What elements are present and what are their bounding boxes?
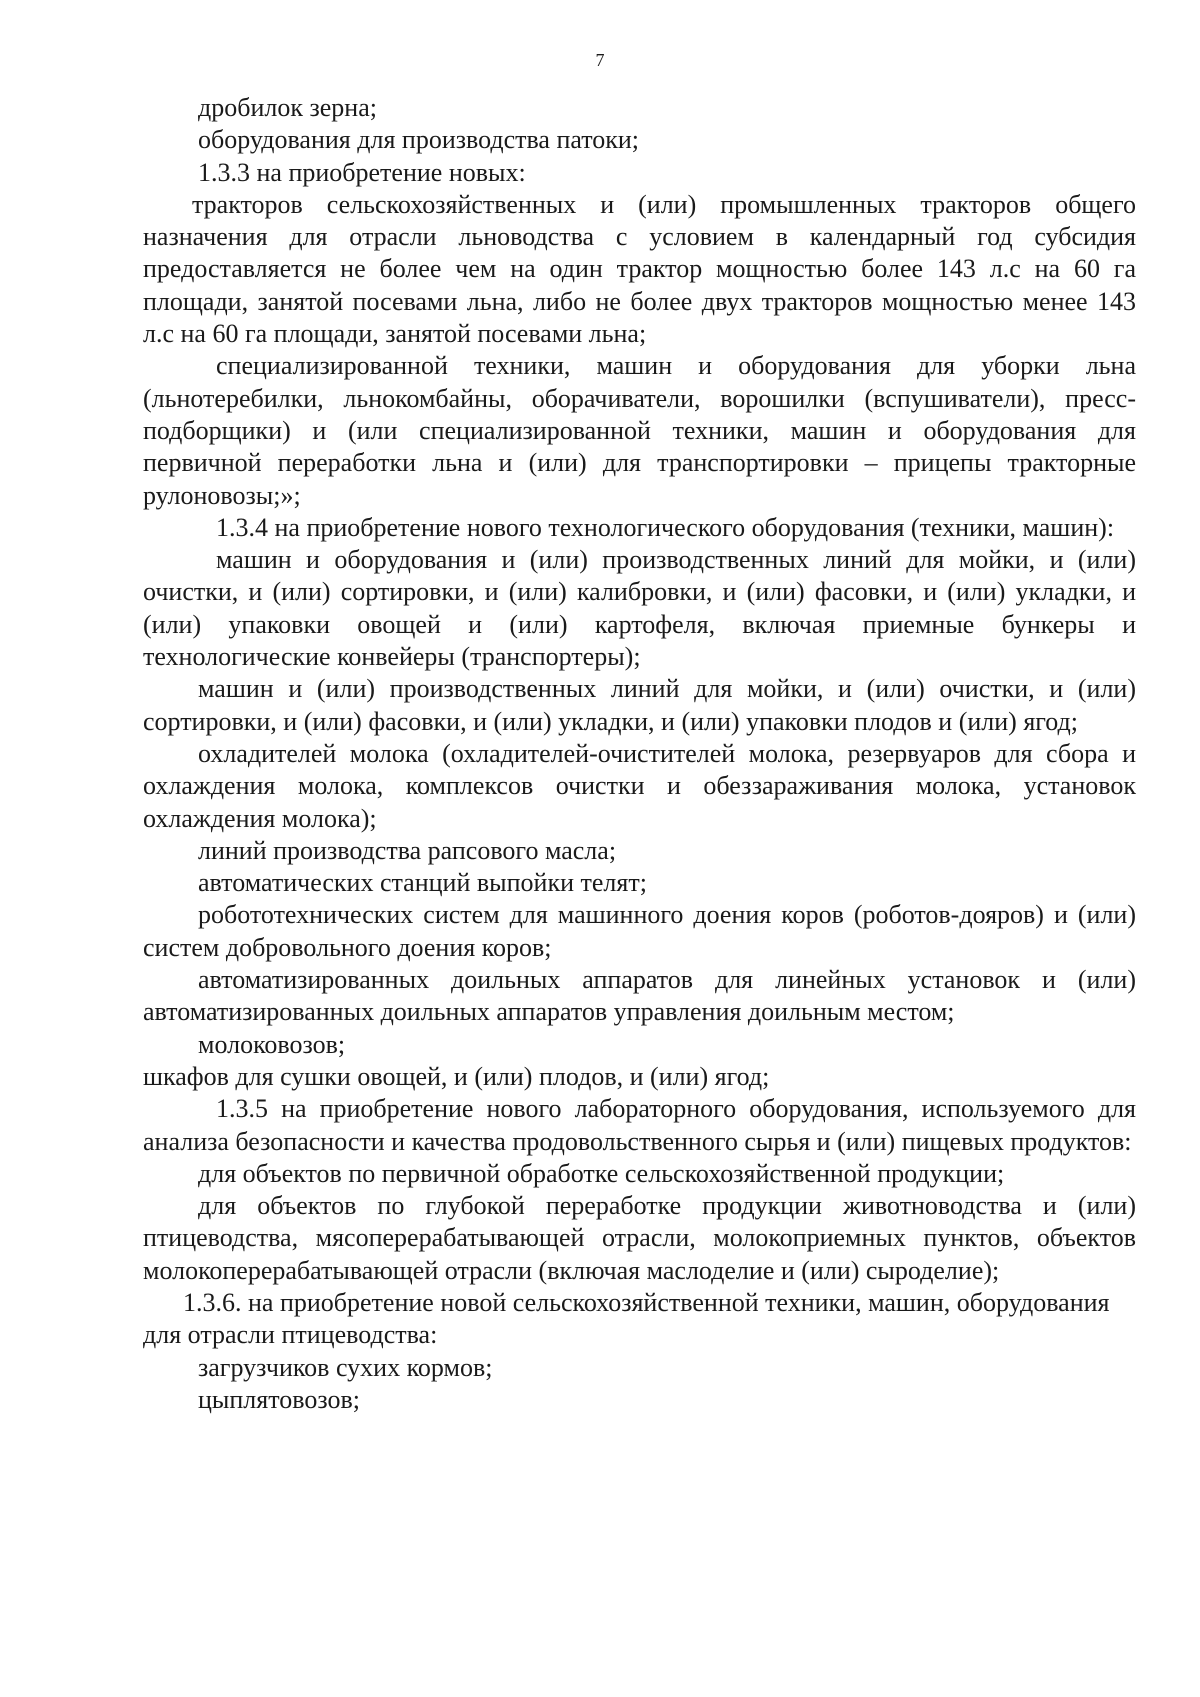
paragraph-16: 1.3.5 на приобретение нового лабораторного оборудования, используемого для анализа безопасности и качества продовольственного сырья и (или) пищевых продуктов:: [143, 1094, 1136, 1156]
paragraph-9: охладителей молока (охладителей-очистителей молока, резервуаров для сбора и охлаждения молока, комплексов очистки и обеззараживания молока, установок охлаждения молока);: [143, 738, 1136, 833]
paragraph-8: машин и (или) производственных линий для мойки, и (или) очистки, и (или) сортировки, и (или) фасовки, и (или) укладки, и (или) упаковки плодов и (или) ягод;: [143, 674, 1136, 736]
paragraph-14: молоковозов;: [198, 1029, 346, 1059]
document-body: [143, 92, 1136, 1416]
paragraph-11: автоматических станций выпойки телят;: [198, 868, 647, 898]
paragraph-20: загрузчиков сухих кормов;: [198, 1352, 493, 1382]
page-number: 7: [595, 50, 605, 70]
paragraph-10: линий производства рапсового масла;: [198, 835, 617, 865]
paragraph-4: тракторов сельскохозяйственных и (или) промышленных тракторов общего назначения для отрасли льноводства с условием в календарный год субсидия предоставляется не более чем на один трактор мощностью более 143 л.с на 60 га площади, занятой посевами льна, либо не более двух тракторов мощностью менее 143 л.с на 60 га площади, занятой посевами льна;: [143, 189, 1136, 349]
paragraph-1: дробилок зерна;: [198, 93, 377, 122]
paragraph-2: оборудования для производства патоки;: [198, 125, 640, 155]
paragraph-7: машин и оборудования и (или) производственных линий для мойки, и (или) очистки, и (или) сортировки, и (или) калибровки, и (или) фасовки, и (или) укладки, и (или) упаковки овощей и (или) картофеля, включая приемные бункеры и технологические конвейеры (транспортеры);: [143, 545, 1136, 672]
paragraph-17: для объектов по первичной обработке сельскохозяйственной продукции;: [198, 1158, 1005, 1188]
paragraph-5: специализированной техники, машин и оборудования для уборки льна (льнотеребилки, льнокомбайны, оборачиватели, ворошилки (вспушиватели), пресс-подборщики) и (или специализированной техники, машин и оборудования для первичной переработки льна и (или) для транспортировки – прицепы тракторные рулоновозы;»;: [143, 351, 1136, 510]
paragraph-18: для объектов по глубокой переработке продукции животноводства и (или) птицеводства, мясоперерабатывающей отрасли, молокоприемных пунктов, объектов молокоперерабатывающей отрасли (включая маслоделие и (или) сыроделие);: [143, 1191, 1136, 1285]
paragraph-3: 1.3.3 на приобретение новых:: [198, 157, 526, 187]
paragraph-15: шкафов для сушки овощей, и (или) плодов, и (или) ягод;: [143, 1061, 770, 1091]
paragraph-6: 1.3.4 на приобретение нового технологического оборудования (техники, машин):: [216, 512, 1115, 542]
paragraph-21: цыплятовозов;: [198, 1384, 360, 1414]
paragraph-19: 1.3.6. на приобретение новой сельскохозяйственной техники, машин, оборудования для отрасли птицеводства:: [143, 1287, 1110, 1350]
paragraph-12: робототехнических систем для машинного доения коров (роботов-дояров) и (или) систем добровольного доения коров;: [143, 900, 1136, 962]
paragraph-13: автоматизированных доильных аппаратов для линейных установок и (или) автоматизированных доильных аппаратов управления доильным местом;: [143, 965, 1136, 1027]
